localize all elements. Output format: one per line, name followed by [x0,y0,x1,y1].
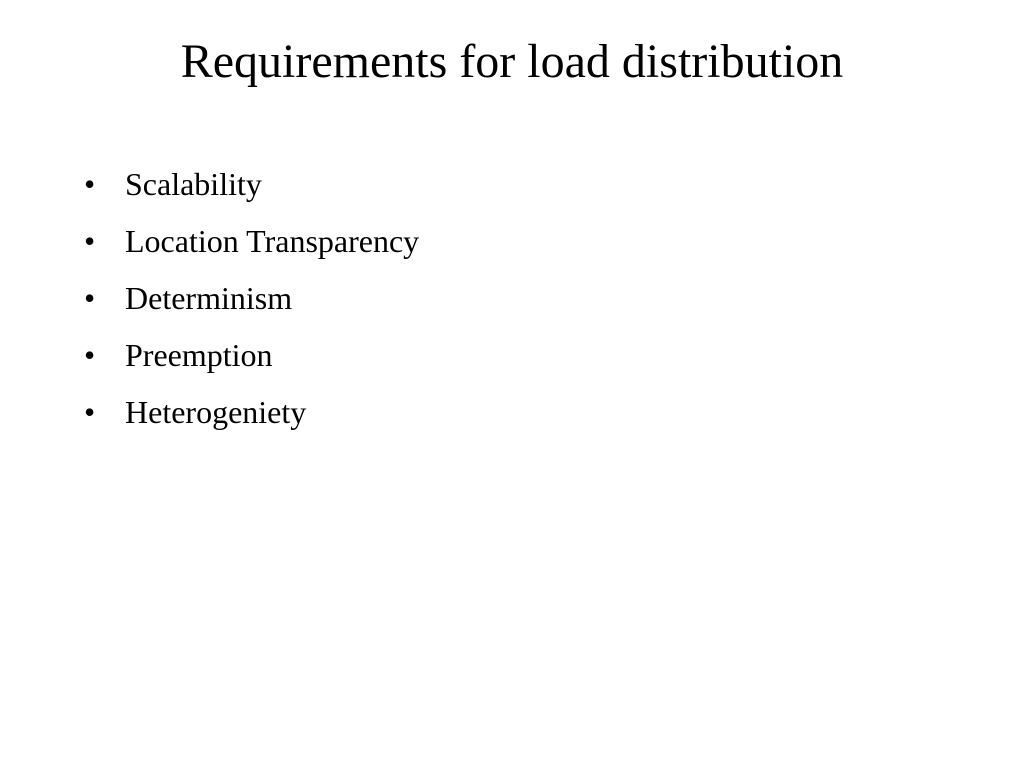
bullet-text: Scalability [125,166,262,202]
bullet-icon: • [84,337,96,373]
bullet-icon: • [84,280,96,316]
bullet-icon: • [84,223,96,259]
slide-title: Requirements for load distribution [180,35,844,88]
bullet-icon: • [84,394,96,430]
bullet-text: Location Transparency [125,223,420,259]
bullet-icon: • [84,166,96,202]
bullet-text: Determinism [125,280,293,316]
bullet-text: Heterogeniety [125,394,307,430]
bullet-text: Preemption [125,337,273,373]
